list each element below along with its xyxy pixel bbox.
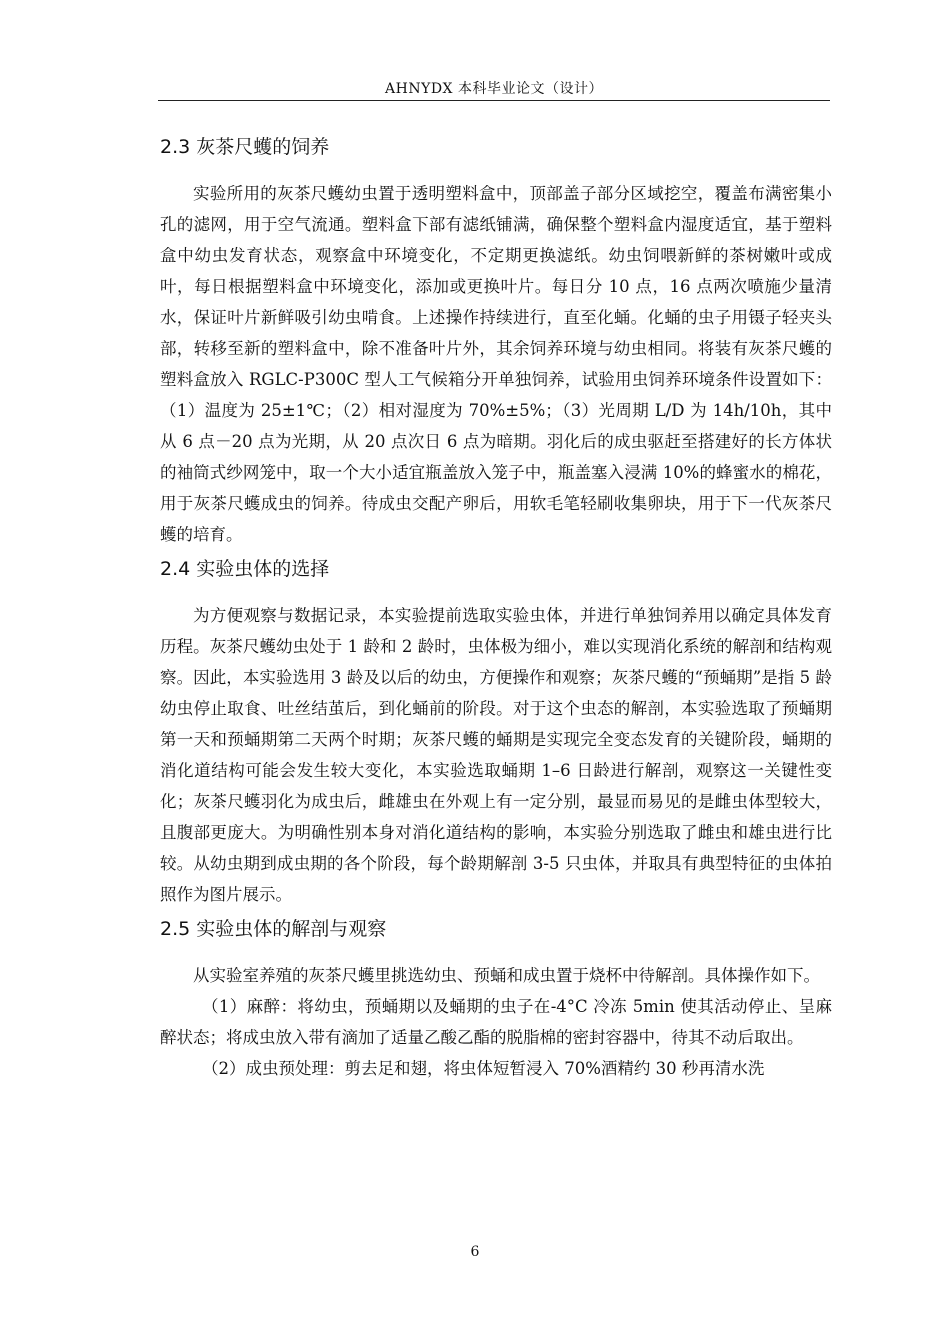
header-rule xyxy=(158,100,830,101)
paragraph-selection: 为方便观察与数据记录，本实验提前选取实验虫体，并进行单独饲养用以确定具体发育历程。灰茶尺蠖幼虫处于 1 龄和 2 龄时，虫体极为细小，难以实现消化系统的解剖和结构观察。因此，本实验选用 3 龄及以后的幼虫，方便操作和观察；灰茶尺蠖的“预蛹期”是指 5 龄幼虫停止取食、吐丝结茧后，到化蛹前的阶段。对于这个虫态的解剖，本实验选取了预蛹期第一天和预蛹期第二天两个时期；灰茶尺蠖的蛹期是实现完全变态发育的关键阶段，蛹期的消化道结构可能会发生较大变化，本实验选取蛹期 1–6 日龄进行解剖，观察这一关键性变化；灰茶尺蠖羽化为成虫后，雌雄虫在外观上有一定分别，最显而易见的是雌虫体型较大，且腹部更庞大。为明确性别本身对消化道结构的影响，本实验分别选取了雌虫和雄虫进行比较。从幼虫期到成虫期的各个阶段，每个龄期解剖 3-5 只虫体，并取具有典型特征的虫体拍照作为图片展示。 xyxy=(160,606,832,904)
section-heading-2-5: 2.5 实验虫体的解剖与观察 xyxy=(160,918,387,940)
paragraph-dissection-intro: 从实验室养殖的灰茶尺蠖里挑选幼虫、预蛹和成虫置于烧杯中待解剖。具体操作如下。 xyxy=(193,966,820,985)
list-item-anesthesia: （1）麻醉：将幼虫，预蛹期以及蛹期的虫子在-4°C 冷冻 5min 使其活动停止、呈麻醉状态；将成虫放入带有滴加了适量乙酸乙酯的脱脂棉的密封容器中，待其不动后取出。 xyxy=(160,997,832,1047)
paragraph-rearing: 实验所用的灰茶尺蠖幼虫置于透明塑料盒中，顶部盖子部分区域挖空，覆盖布满密集小孔的滤网，用于空气流通。塑料盒下部有滤纸铺满，确保整个塑料盒内湿度适宜，基于塑料盒中幼虫发育状态，观察盒中环境变化，不定期更换滤纸。幼虫饲喂新鲜的茶树嫩叶或成叶，每日根据塑料盒中环境变化，添加或更换叶片。每日分 10 点，16 点两次喷施少量清水，保证叶片新鲜吸引幼虫啃食。上述操作持续进行，直至化蛹。化蛹的虫子用镊子轻夹头部，转移至新的塑料盒中，除不准备叶片外，其余饲养环境与幼虫相同。将装有灰茶尺蠖的塑料盒放入 RGLC-P300C 型人工气候箱分开单独饲养，试验用虫饲养环境条件设置如下：（1）温度为 25±1℃；（2）相对湿度为 70%±5%；（3）光周期 L/D 为 14h/10h，其中从 6 点－20 点为光期，从 20 点次日 6 点为暗期。羽化后的成虫驱赶至搭建好的长方体状的袖筒式纱网笼中，取一个大小适宜瓶盖放入笼子中，瓶盖塞入浸满 10%的蜂蜜水的棉花，用于灰茶尺蠖成虫的饲养。待成虫交配产卵后，用软毛笔轻刷收集卵块，用于下一代灰茶尺蠖的培育。 xyxy=(160,184,832,544)
section-heading-2-4: 2.4 实验虫体的选择 xyxy=(160,558,330,580)
running-header: AHNYDX 本科毕业论文（设计） xyxy=(385,81,603,97)
section-heading-2-3: 2.3 灰茶尺蠖的饲养 xyxy=(160,136,330,158)
page-body xyxy=(160,118,832,1084)
list-item-adult-pretreatment: （2）成虫预处理：剪去足和翅，将虫体短暂浸入 70%酒精约 30 秒再清水洗 xyxy=(202,1059,765,1078)
page-number: 6 xyxy=(470,1244,480,1260)
